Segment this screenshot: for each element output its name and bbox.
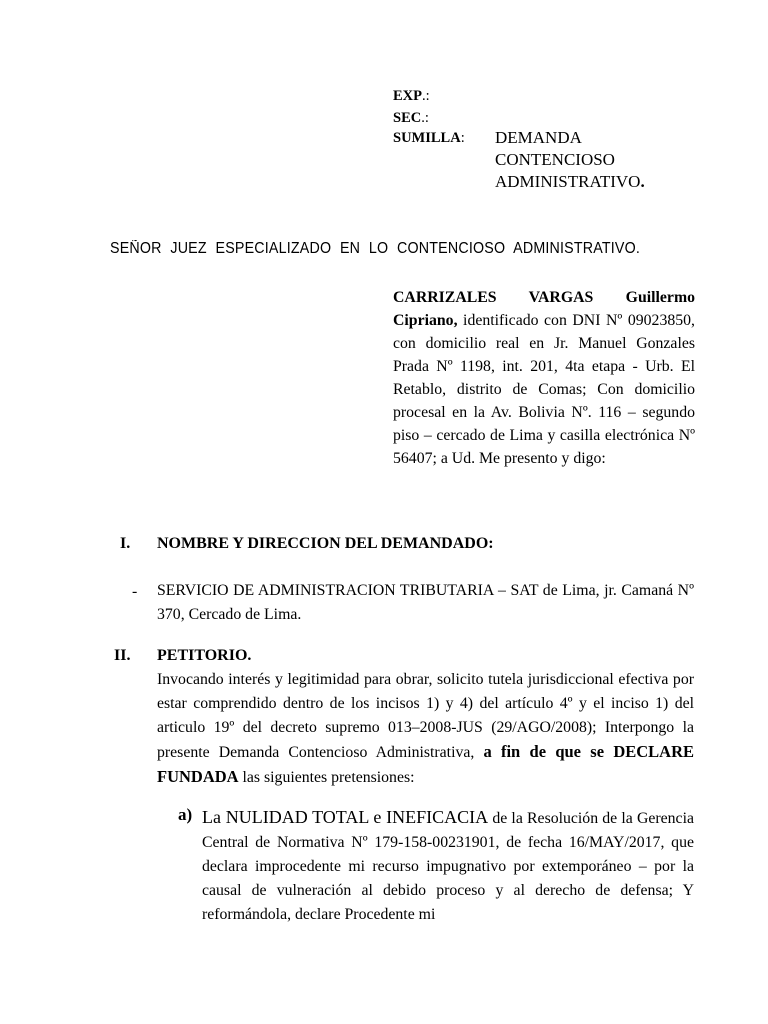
exp-suffix: .: <box>422 88 430 104</box>
petitorio-bold: a fin de que se DECLARE FUNDADA <box>157 742 694 786</box>
section-2-number: II. <box>114 647 131 664</box>
section-1-title: NOMBRE Y DIRECCION DEL DEMANDADO: <box>157 535 494 552</box>
sec-suffix: .: <box>421 110 429 126</box>
party-name-2: Cipriano, <box>393 312 458 329</box>
sumilla-block <box>393 127 713 197</box>
sumilla-suffix: : <box>460 130 465 146</box>
sumilla-line-2: CONTENCIOSO <box>495 150 615 169</box>
party-identification <box>393 286 695 470</box>
petitorio-text-1: Invocando interés y legitimidad para obrar, solicito tutela jurisdiccional efectiva por estar comprendido dentro de los incisos 1) y 4) del artículo 4º y el inciso 1) del articulo 19º del decreto supremo 013–2008-JUS (29/AGO/2008); Interpongo la presente Demanda Contencioso Administrativa, <box>157 671 694 761</box>
pretension-a-big-2: INEFICACIA <box>386 807 489 827</box>
pretension-a-text: de la Resolución de la Gerencia Central de Normativa Nº 179-158-00231901, de fecha 16/MAY/2017, que declara improcedente mi recurso impugnativo por extemporáneo – por la causal de vulneración al debido proceso y al derecho de defensa; Y reformándola, declare Procedente mi <box>202 810 694 923</box>
party-details: identificado con DNI Nº 09023850, con domicilio real en Jr. Manuel Gonzales Prada Nº 1198, int. 201, 4ta etapa - Urb. El Retablo, distrito de Comas; Con domicilio procesal en la Av. Bolivia Nº. 116 – segundo piso – cercado de Lima y casilla electrónica Nº 56407; a Ud. Me presento y digo: <box>393 312 695 467</box>
section-1-defendant: SERVICIO DE ADMINISTRACION TRIBUTARIA – SAT de Lima, jr. Camaná Nº 370, Cercado de Lima. <box>157 582 694 623</box>
pretension-a-label: a) <box>178 805 193 824</box>
pretension-a-conj: e <box>368 807 387 827</box>
party-name-1: CARRIZALES VARGAS Guillermo <box>393 289 695 306</box>
section-1-bullet: - <box>132 583 138 600</box>
sumilla-line-3: ADMINISTRATIVO. <box>495 172 645 191</box>
sec-label: SEC <box>393 110 422 126</box>
addressee-line: SEÑOR JUEZ ESPECIALIZADO EN LO CONTENCIOSO ADMINISTRATIVO. <box>110 240 641 257</box>
sumilla-line-1: DEMANDA <box>495 128 582 147</box>
sumilla-label: SUMILLA <box>393 130 461 146</box>
petitorio-paragraph <box>157 668 694 790</box>
section-1-number: I. <box>120 535 131 552</box>
expediente-line <box>393 85 430 107</box>
petitorio-text-2: las siguientes pretensiones: <box>238 769 415 786</box>
secretario-line <box>393 107 429 129</box>
pretension-a <box>202 805 694 927</box>
pretension-a-big-1: La NULIDAD TOTAL <box>202 807 369 827</box>
exp-label: EXP <box>393 88 422 104</box>
section-2-title: PETITORIO. <box>157 647 252 664</box>
